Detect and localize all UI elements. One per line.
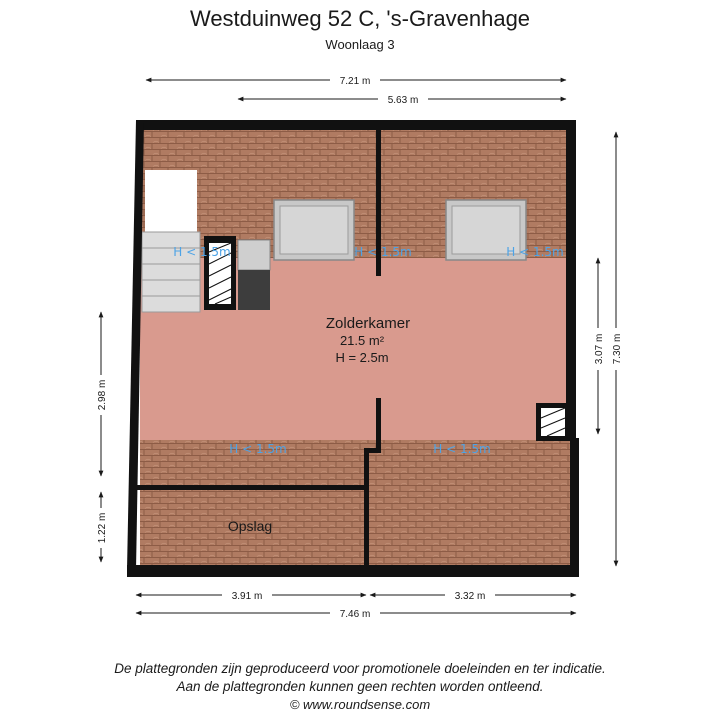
- shaft-right: [536, 403, 570, 441]
- dimension-bottom-left: [136, 588, 366, 602]
- disclaimer-line-2: Aan de plattegronden kunnen geen rechten worden ontleend.: [176, 679, 544, 694]
- disclaimer-line-1: De plattegronden zijn geproduceerd voor promotionele doeleinden en ter indicatie.: [114, 661, 606, 676]
- svg-text:2.98 m: 2.98 m: [97, 379, 108, 411]
- height-label: H < 1.5m: [433, 442, 491, 456]
- height-label: H < 1.5m: [229, 442, 287, 456]
- dimension-right-inner: [591, 258, 605, 434]
- storage-name: Opslag: [227, 518, 273, 534]
- dimension-bottom-right: [370, 588, 576, 602]
- svg-text:3.07 m: 3.07 m: [594, 333, 605, 365]
- svg-text:3.32 m: 3.32 m: [454, 591, 486, 602]
- svg-text:7.30 m: 7.30 m: [612, 333, 623, 365]
- dimension-top-inner: [238, 92, 566, 106]
- room-name: Zolderkamer: [325, 315, 411, 332]
- svg-text:1.22 m: 1.22 m: [97, 512, 108, 544]
- height-label: H < 1.5m: [173, 245, 231, 259]
- credit-link[interactable]: © www.roundsense.com: [289, 697, 431, 712]
- cabinet: [238, 240, 270, 310]
- dimension-left-lower: [94, 492, 108, 562]
- svg-text:7.21 m: 7.21 m: [339, 76, 371, 87]
- room-height: H = 2.5m: [335, 350, 389, 365]
- plan-title: Westduinweg 52 C, 's-Gravenhage: [189, 6, 531, 31]
- room-area: 21.5 m²: [339, 333, 385, 348]
- skylight-left: [274, 200, 354, 260]
- floor-level-label: Woonlaag 3: [325, 37, 395, 52]
- svg-text:7.46 m: 7.46 m: [339, 609, 371, 620]
- svg-text:3.91 m: 3.91 m: [231, 591, 263, 602]
- dimension-right-total: [609, 132, 623, 566]
- staircase: [142, 232, 200, 312]
- stair-opening: [145, 170, 197, 232]
- height-label: H < 1.5m: [354, 245, 412, 259]
- dimension-top-total: [146, 73, 566, 87]
- dimension-bottom-total: [136, 606, 576, 620]
- dimension-left-upper: [94, 312, 108, 476]
- svg-text:5.63 m: 5.63 m: [387, 95, 419, 106]
- height-label: H < 1.5m: [506, 245, 564, 259]
